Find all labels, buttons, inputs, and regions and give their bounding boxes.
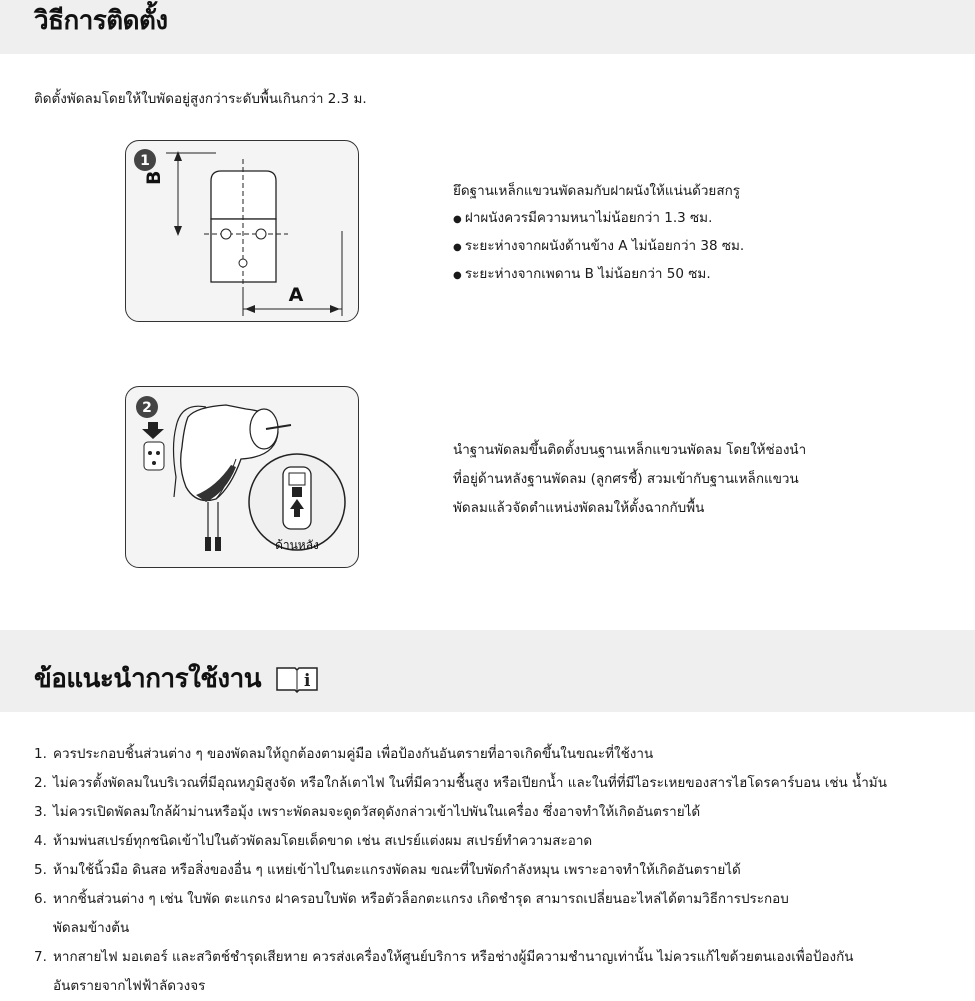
step1-bullet: ● ฝาผนังควรมีความหนาไม่น้อยกว่า 1.3 ซม. xyxy=(453,205,744,233)
wall-bracket-illustration xyxy=(126,141,358,321)
step2-line: พัดลมแล้วจัดตำแหน่งพัดลมให้ตั้งฉากกับพื้น xyxy=(453,500,705,516)
figure1-step-number: 1 xyxy=(140,153,150,169)
step1-description xyxy=(453,178,744,289)
dimension-label-b: B xyxy=(143,170,165,185)
step2-line: ที่อยู่ด้านหลังฐานพัดลม (ลูกศรชี้) สวมเข้ากับฐานเหล็กแขวน xyxy=(453,471,799,487)
section-header-usage-tips xyxy=(0,630,975,712)
section-header-installation xyxy=(0,0,975,54)
tip-item: 4. ห้ามพ่นสเปรย์ทุกชนิดเข้าไปในตัวพัดลมโดยเด็ดขาด เช่น สเปรย์แต่งผม สเปรย์ทำความสะอาด xyxy=(34,833,593,849)
section-title-usage-tips xyxy=(34,658,319,699)
fan-mount-illustration xyxy=(126,387,358,567)
step2-description xyxy=(453,436,806,523)
dimension-label-a: A xyxy=(288,284,304,306)
figure2-step-number: 2 xyxy=(142,400,152,416)
usage-tips-title-text: ข้อแนะนำการใช้งาน xyxy=(34,664,261,694)
tip-item: 7. หากสายไฟ มอเตอร์ และสวิตช์ชำรุดเสียหาย ควรส่งเครื่องให้ศูนย์บริการ หรือช่างผู้มีความชำนาญเท่านั้น ไม่ควรแก้ไขด้วยตนเองเพื่อป้องกัน อันตรายจากไฟฟ้าลัดวงจร xyxy=(34,949,854,994)
usage-tips-list xyxy=(34,740,944,1001)
step1-lead: ยึดฐานเหล็กแขวนพัดลมกับฝาผนังให้แน่นด้วยสกรู xyxy=(453,183,741,199)
step2-line: นำฐานพัดลมขึ้นติดตั้งบนฐานเหล็กแขวนพัดลม โดยให้ช่องนำ xyxy=(453,442,807,458)
tip-item: 3. ไม่ควรเปิดพัดลมใกล้ผ้าม่านหรือมุ้ง เพราะพัดลมจะดูดวัสดุดังกล่าวเข้าไปพันในเครื่อง ซึ่งอาจทำให้เกิดอันตรายได้ xyxy=(34,804,701,820)
step1-bullet: ● ระยะห่างจากผนังด้านข้าง A ไม่น้อยกว่า 38 ซม. xyxy=(453,233,744,261)
back-label: ด้านหลัง xyxy=(275,538,319,552)
tip-item: 2. ไม่ควรตั้งพัดลมในบริเวณที่มีอุณหภูมิสูงจัด หรือใกล้เตาไฟ ในที่มีความชื้นสูง หรือเปียกน้ำ และในที่ที่มีไอระเหยของสารไฮโดรคาร์บอน เช่น น้ำมัน xyxy=(34,775,887,791)
install-intro: ติดตั้งพัดลมโดยให้ใบพัดอยู่สูงกว่าระดับพื้นเกินกว่า 2.3 ม. xyxy=(34,91,367,107)
svg-text:i: i xyxy=(304,670,310,691)
tip-item: 5. ห้ามใช้นิ้วมือ ดินสอ หรือสิ่งของอื่น ๆ แหย่เข้าไปในตะแกรงพัดลม ขณะที่ใบพัดกำลังหมุน เพราะอาจทำให้เกิดอันตรายได้ xyxy=(34,862,741,878)
step1-bullet: ● ระยะห่างจากเพดาน B ไม่น้อยกว่า 50 ซม. xyxy=(453,261,744,289)
info-book-icon xyxy=(275,665,319,693)
section-title-installation: วิธีการติดตั้ง xyxy=(34,6,168,36)
figure-mount-fan xyxy=(125,386,359,568)
tip-item: 6. หากชิ้นส่วนต่าง ๆ เช่น ใบพัด ตะแกรง ฝาครอบใบพัด หรือตัวล็อกตะแกรง เกิดชำรุด สามารถเปลี่ยนอะไหล่ได้ตามวิธีการประกอบ พัดลมข้างต้น xyxy=(34,891,789,936)
figure-wall-bracket xyxy=(125,140,359,322)
tip-item: 1. ควรประกอบชิ้นส่วนต่าง ๆ ของพัดลมให้ถูกต้องตามคู่มือ เพื่อป้องกันอันตรายที่อาจเกิดขึ้นในขณะที่ใช้งาน xyxy=(34,746,654,762)
